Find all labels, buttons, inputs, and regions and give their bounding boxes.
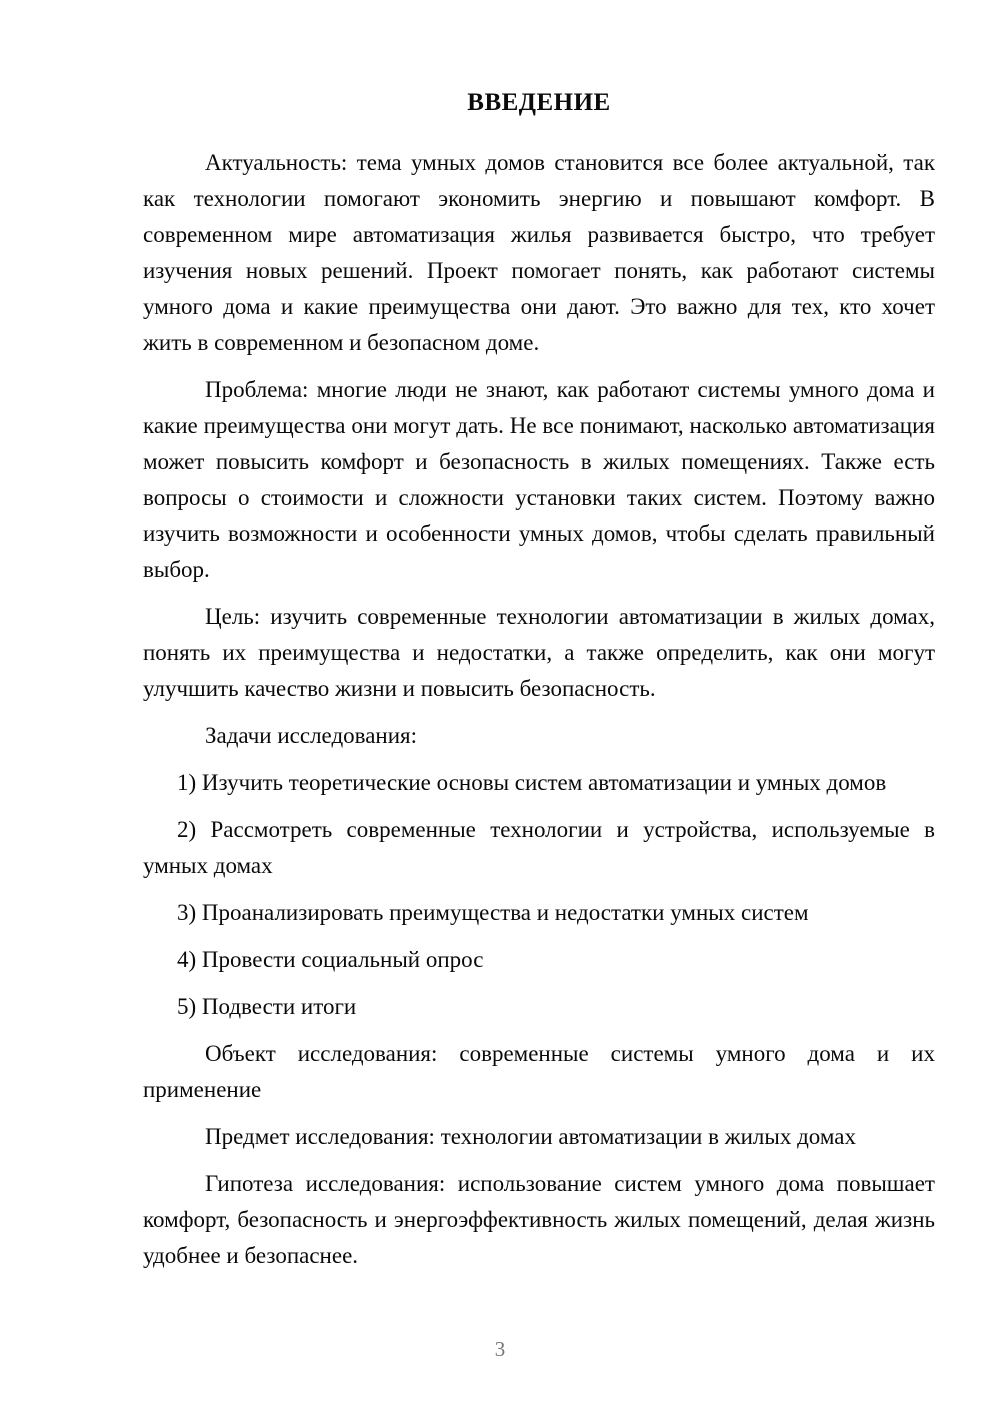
task-item-5: 5) Подвести итоги [177,994,357,1019]
paragraph-relevance: Актуальность: тема умных домов становится все более актуальной, так как технологии помогают экономить энергию и повышают комфорт. В современном мире автоматизация жилья развивается быстро, что требует изучения новых решений. Проект помогает понять, как работают системы умного дома и какие преимущества они дают. Это важно для тех, кто хочет жить в современном и безопасном доме. [143,150,935,355]
paragraph-hypothesis: Гипотеза исследования: использование систем умного дома повышает комфорт, безопасность и энергоэффективность жилых помещений, делая жизнь удобнее и безопаснее. [143,1171,935,1268]
paragraph-subject: Предмет исследования: технологии автоматизации в жилых домах [205,1124,856,1149]
tasks-heading: Задачи исследования: [205,723,418,748]
task-item-3: 3) Проанализировать преимущества и недостатки умных систем [177,900,809,925]
document-content [143,88,935,1285]
paragraph-goal: Цель: изучить современные технологии автоматизации в жилых домах, понять их преимущества и недостатки, а также определить, как они могут улучшить качество жизни и повысить безопасность. [143,604,935,701]
paragraph-problem: Проблема: многие люди не знают, как работают системы умного дома и какие преимущества они могут дать. Не все понимают, насколько автоматизация может повысить комфорт и безопасность в жилых помещениях. Также есть вопросы о стоимости и сложности установки таких систем. Поэтому важно изучить возможности и особенности умных домов, чтобы сделать правильный выбор. [143,377,935,582]
paragraph-object: Объект исследования: современные системы умного дома и их применение [143,1041,935,1102]
task-item-4: 4) Провести социальный опрос [177,947,484,972]
page-title: ВВЕДЕНИЕ [467,89,611,116]
task-item-1: 1) Изучить теоретические основы систем автоматизации и умных домов [177,770,887,795]
page-number: 3 [494,1337,506,1361]
task-item-2: 2) Рассмотреть современные технологии и устройства, используемые в умных домах [143,817,935,878]
